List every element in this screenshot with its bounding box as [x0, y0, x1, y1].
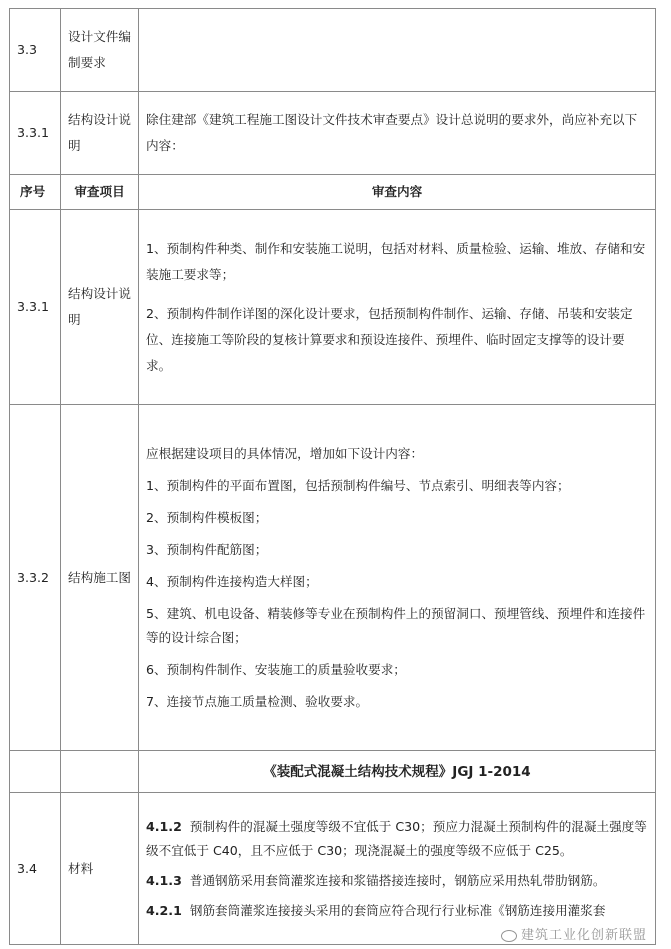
table-row	[10, 9, 656, 92]
table-row	[10, 405, 656, 751]
clause-number: 4.2.1	[146, 902, 182, 918]
row-number: 3.3	[10, 9, 61, 92]
row-item: 结构设计说明	[61, 92, 139, 175]
table-row	[10, 793, 656, 945]
standard-title: 《装配式混凝土结构技术规程》JGJ 1-2014	[139, 751, 656, 793]
row-number: 3.3.1	[10, 92, 61, 175]
content-paragraph: 6、预制构件制作、安装施工的质量验收要求；	[146, 661, 406, 677]
clause-text: 钢筋套筒灌浆连接接头采用的套筒应符合现行行业标准《钢筋连接用灌浆套	[189, 902, 606, 918]
row-number: 3.3.2	[10, 405, 61, 751]
clause-number: 4.1.3	[146, 872, 182, 888]
content-paragraph: 7、连接节点施工质量检测、验收要求。	[146, 693, 369, 709]
clause	[146, 815, 648, 863]
table-row	[10, 92, 656, 175]
review-table	[9, 8, 656, 945]
clause	[146, 899, 648, 923]
row-content	[139, 793, 656, 945]
row-item: 结构设计说明	[61, 210, 139, 405]
row-item: 结构施工图	[61, 405, 139, 751]
row-content: 除住建部《建筑工程施工图设计文件技术审查要点》设计总说明的要求外，尚应补充以下内容：	[139, 92, 656, 175]
content-paragraph: 4、预制构件连接构造大样图；	[146, 573, 318, 589]
content-paragraph: 3、预制构件配筋图；	[146, 541, 268, 557]
clause-text: 预制构件的混凝土强度等级不宜低于 C30；预应力混凝土预制构件的混凝土强度等级不宜低于 C40，且不应低于 C30；现浇混凝土的强度等级不应低于 C25。	[146, 818, 647, 858]
row-item: 设计文件编制要求	[61, 9, 139, 92]
content-paragraph: 2、预制构件模板图；	[146, 509, 268, 525]
table-header	[10, 175, 656, 210]
header-content: 审查内容	[139, 175, 656, 210]
header-item: 审查项目	[61, 175, 139, 210]
row-content	[139, 210, 656, 405]
watermark	[501, 924, 647, 943]
content-paragraph: 1、预制构件种类、制作和安装施工说明，包括对材料、质量检验、运输、堆放、存储和安装施工要求等；	[146, 240, 646, 282]
row-number: 3.3.1	[10, 210, 61, 405]
clause	[146, 869, 648, 893]
watermark-text: 建筑工业化创新联盟	[520, 928, 647, 943]
table-row	[10, 751, 656, 793]
row-content	[139, 9, 656, 92]
clause-text: 普通钢筋采用套筒灌浆连接和浆锚搭接连接时，钢筋应采用热轧带肋钢筋。	[189, 872, 606, 888]
row-number: 3.4	[10, 793, 61, 945]
row-content	[139, 405, 656, 751]
content-paragraph: 5、建筑、机电设备、精装修等专业在预制构件上的预留洞口、预埋管线、预埋件和连接件等的设计综合图；	[146, 605, 646, 645]
wechat-icon	[501, 930, 517, 942]
table-row	[10, 210, 656, 405]
content-paragraph: 应根据建设项目的具体情况，增加如下设计内容：	[146, 445, 424, 461]
row-item: 材料	[61, 793, 139, 945]
content-paragraph: 1、预制构件的平面布置图，包括预制构件编号、节点索引、明细表等内容；	[146, 477, 570, 493]
clause-number: 4.1.2	[146, 818, 182, 834]
content-paragraph: 2、预制构件制作详图的深化设计要求，包括预制构件制作、运输、存储、吊装和安装定位、连接施工等阶段的复核计算要求和预设连接件、预埋件、临时固定支撑等的设计要求。	[146, 305, 633, 373]
header-number: 序号	[10, 175, 61, 210]
